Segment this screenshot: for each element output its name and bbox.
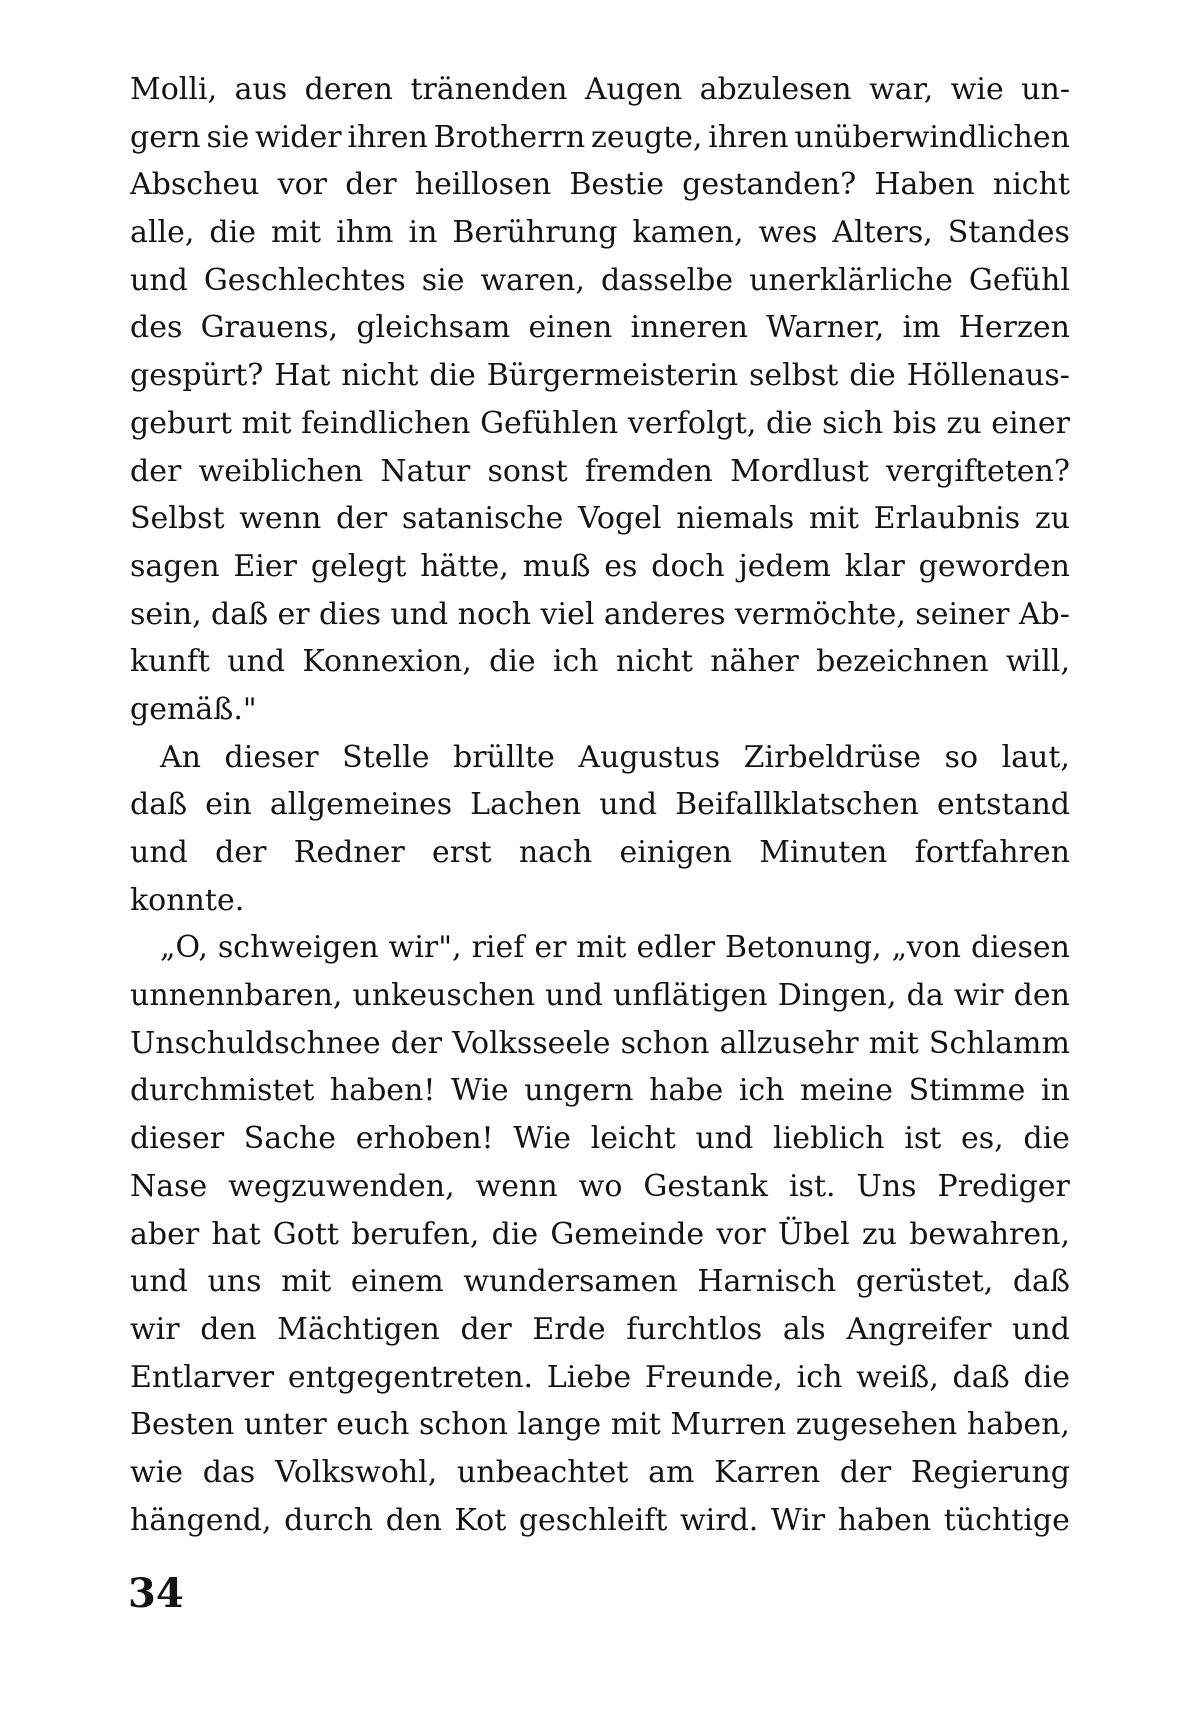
word: hätte, (420, 548, 509, 584)
word: die (765, 405, 813, 441)
word: unbeachtet (456, 1454, 629, 1490)
word: als (782, 1311, 826, 1347)
word: zeugte, (591, 119, 703, 155)
word: ungern (524, 1073, 634, 1109)
word: und (695, 1121, 754, 1157)
word: dieser (224, 739, 319, 775)
word: entgegentreten. (287, 1359, 534, 1395)
word: Freunde, (644, 1359, 783, 1395)
word: „von (891, 930, 961, 966)
word: alle, (130, 215, 195, 251)
word: Wie (451, 1073, 509, 1109)
word: daß (1012, 1264, 1070, 1300)
word: und (545, 978, 604, 1014)
word: im (902, 310, 941, 346)
word: Angreifer (846, 1311, 992, 1347)
word: vor (716, 1216, 766, 1252)
text-line (130, 114, 1070, 162)
word: ihren (708, 119, 789, 155)
word: Sache (243, 1121, 337, 1157)
word: Zirbeldrüse (743, 739, 922, 775)
word: haben (837, 1502, 932, 1538)
text-line (130, 1354, 1070, 1402)
text-line (130, 304, 1070, 352)
word: ihren (347, 119, 428, 155)
word: mit (281, 1264, 332, 1300)
word: diesen (970, 930, 1070, 966)
text-line (130, 734, 1070, 782)
word: weiblichen (198, 453, 364, 489)
word: haben, (966, 1407, 1070, 1443)
word: laut, (1001, 739, 1070, 775)
word: schon (620, 1025, 710, 1061)
word: wir (953, 978, 1004, 1014)
word: wir", (388, 930, 462, 966)
text-line (130, 591, 1070, 639)
word: inneren (630, 310, 748, 346)
word: Unschuldschnee (130, 1025, 381, 1061)
word: Eier (233, 548, 297, 584)
word: rief (471, 930, 525, 966)
word: wenn (475, 1168, 558, 1204)
word: gemäß." (130, 691, 257, 727)
word: Geschlechtes (203, 262, 406, 298)
word: nach (518, 835, 593, 870)
word: Grauens, (200, 310, 339, 346)
word: Brotherrn (433, 119, 586, 155)
word: zu (1034, 501, 1070, 537)
word: wo (578, 1168, 623, 1204)
word: abzulesen (699, 72, 852, 107)
word: furchtlos (626, 1311, 763, 1347)
word: es (604, 548, 638, 584)
word: der (215, 835, 267, 870)
page-number: 34 (128, 1570, 184, 1617)
text-line (130, 781, 1070, 829)
word: die (491, 1216, 539, 1252)
word: Gemeinde (550, 1216, 705, 1252)
word: lange (517, 1407, 602, 1443)
word: näher (710, 644, 799, 680)
word: wie (950, 72, 1004, 107)
word: da (906, 978, 944, 1014)
word: daß (211, 596, 269, 632)
word: einem (350, 1264, 444, 1300)
word: daß (130, 787, 188, 823)
word: vermöchte, (734, 596, 906, 632)
word: Mordlust (730, 453, 869, 489)
word: des (130, 310, 183, 346)
word: kamen, (632, 215, 744, 251)
word: nicht (992, 167, 1070, 203)
text-line (130, 209, 1070, 257)
word: Beifallklatschen (675, 787, 919, 823)
word: Mächtigen (277, 1311, 440, 1347)
word: sie (206, 119, 250, 155)
word: der (460, 1311, 512, 1347)
word: aus (234, 72, 288, 107)
text-line (130, 352, 1070, 400)
word: Ab- (1018, 596, 1070, 632)
word: wie (130, 1454, 184, 1490)
word: weiß, (856, 1359, 939, 1395)
word: Gestank (643, 1168, 768, 1204)
word: Hat (274, 358, 331, 394)
word: allgemeines (269, 787, 453, 823)
word: hängend, (130, 1502, 272, 1538)
word: lieblich (773, 1121, 885, 1157)
word: der (839, 1454, 892, 1490)
word: die (1023, 1359, 1070, 1395)
text-line (130, 66, 1070, 114)
word: unerklärliche (749, 262, 953, 298)
word: feindlichen (301, 405, 471, 441)
word: dasselbe (600, 262, 734, 298)
word: Erlaubnis (873, 501, 1021, 537)
word: war, (869, 72, 934, 107)
word: wird. (679, 1502, 759, 1538)
word: sonst (487, 453, 568, 489)
text-line (130, 638, 1070, 686)
word: brüllte (453, 739, 555, 775)
word: einen (528, 310, 613, 346)
word: Lachen (470, 787, 582, 823)
word: einer (991, 405, 1070, 441)
word: deren (304, 72, 393, 107)
word: erst (431, 835, 492, 870)
word: Nase (130, 1168, 208, 1204)
word: dies (319, 596, 381, 632)
word: in (408, 215, 438, 251)
word: Konnexion, (302, 644, 472, 680)
word: satanische (401, 501, 564, 537)
word: die (849, 358, 896, 394)
text-line (130, 972, 1070, 1020)
word: zugesehen (795, 1407, 958, 1443)
word: Abscheu (130, 167, 260, 203)
word: den (200, 1311, 257, 1347)
word: durch (284, 1502, 374, 1538)
word: dieser (130, 1121, 225, 1157)
word: doch (651, 548, 725, 584)
word: unter (243, 1407, 327, 1443)
word: den (385, 1502, 442, 1538)
word: unnennbaren, (130, 978, 343, 1014)
word: Haben (874, 167, 975, 203)
word: „O, (160, 930, 208, 966)
word: heillosen (414, 167, 552, 203)
word: will, (1006, 644, 1070, 680)
word: bewahren, (909, 1216, 1070, 1252)
text-line (130, 1163, 1070, 1211)
word: vor (277, 167, 328, 203)
word: Besten (130, 1407, 235, 1443)
word: wundersamen (463, 1264, 678, 1300)
word: Volksseele (452, 1025, 611, 1061)
word: klar (844, 548, 905, 584)
word: gleichsam (356, 310, 511, 346)
word: Bürgermeisterin (486, 358, 739, 394)
word: der (130, 453, 182, 489)
word: einigen (619, 835, 732, 870)
text-line (130, 1020, 1070, 1068)
word: mit (868, 1025, 919, 1061)
word: vergifteten? (885, 453, 1070, 489)
word: ich (552, 644, 599, 680)
word: geschleift (518, 1502, 668, 1538)
word: noch (457, 596, 532, 632)
word: Volkswohl, (274, 1454, 438, 1490)
word: Kot (454, 1502, 507, 1538)
word: Berührung (452, 215, 618, 251)
word: sie (421, 262, 465, 298)
word: der (390, 1025, 442, 1061)
word: schweigen (217, 930, 379, 966)
text-line (130, 686, 1070, 734)
word: das (202, 1454, 256, 1490)
word: uns (207, 1264, 262, 1300)
text-line (130, 1306, 1070, 1354)
word: Uns (856, 1168, 917, 1204)
word: und (227, 644, 286, 680)
word: Liebe (546, 1359, 632, 1395)
word: Minuten (759, 835, 888, 870)
word: Wie (513, 1121, 571, 1157)
word: sein, (130, 596, 202, 632)
word: euch (336, 1407, 410, 1443)
word: seiner (915, 596, 1010, 632)
word: ist. (788, 1168, 836, 1204)
word: er (534, 930, 567, 966)
word: unflätigen (613, 978, 768, 1014)
word: Entlarver (130, 1359, 275, 1395)
word: und (1012, 1311, 1070, 1347)
word: An (160, 739, 201, 775)
word: den (1013, 978, 1070, 1014)
word: Betonung, (725, 930, 882, 966)
word: er (277, 596, 310, 632)
word: Natur (380, 453, 471, 489)
text-line (130, 257, 1070, 305)
word: jedem (738, 548, 831, 584)
word: gelegt (310, 548, 407, 584)
word: nicht (341, 358, 419, 394)
word: geburt (130, 405, 232, 441)
word: die (489, 644, 536, 680)
word: und (130, 835, 188, 870)
word: schon (418, 1407, 508, 1443)
word: meine (800, 1073, 893, 1109)
text-line (130, 161, 1070, 209)
word: mit (241, 405, 292, 441)
word: hat (211, 1216, 261, 1252)
word: der (345, 167, 397, 203)
word: Prediger (937, 1168, 1070, 1204)
word: niemals (676, 501, 795, 537)
word: berufen, (351, 1216, 480, 1252)
text-line (130, 495, 1070, 543)
word: kunft (130, 644, 210, 680)
body-text (130, 66, 1070, 1544)
word: Augustus (578, 739, 721, 775)
word: entstand (936, 787, 1070, 823)
text-line (130, 1211, 1070, 1259)
text-line (130, 877, 1070, 925)
word: unüberwindlichen (794, 119, 1070, 155)
word: Stimme (908, 1073, 1026, 1109)
word: es, (960, 1121, 1004, 1157)
word: mit (270, 215, 322, 251)
word: Molli, (130, 72, 218, 107)
word: Dingen, (777, 978, 897, 1014)
word: mit (808, 501, 859, 537)
word: gerüstet, (855, 1264, 994, 1300)
word: erhoben! (355, 1121, 494, 1157)
word: ist (904, 1121, 942, 1157)
word: Augen (584, 72, 683, 107)
word: mit (576, 930, 627, 966)
word: wider (255, 119, 342, 155)
word: Wir (770, 1502, 826, 1538)
word: zu (861, 1216, 898, 1252)
word: und (130, 1264, 188, 1300)
word: allzusehr (719, 1025, 859, 1061)
word: die (1023, 1121, 1070, 1157)
text-line (130, 1258, 1070, 1306)
word: die (209, 215, 256, 251)
word: daß (952, 1359, 1010, 1395)
word: so (944, 739, 979, 775)
word: wegzuwenden, (228, 1168, 455, 1204)
word: habe (649, 1073, 724, 1109)
word: Harnisch (697, 1264, 837, 1300)
word: sagen (130, 548, 220, 584)
word: und (390, 596, 449, 632)
word: mit (610, 1407, 661, 1443)
word: Regierung (910, 1454, 1070, 1490)
word: Herzen (958, 310, 1070, 346)
text-line (130, 829, 1070, 877)
word: Selbst (130, 501, 225, 537)
word: wes (758, 215, 818, 251)
word: selbst (748, 358, 839, 394)
word: Standes (947, 215, 1070, 251)
word: gespürt? (130, 358, 264, 394)
word: ein (205, 787, 252, 823)
word: geworden (918, 548, 1070, 584)
word: viel (540, 596, 595, 632)
word: am (648, 1454, 695, 1490)
text-line (130, 1401, 1070, 1449)
word: Gefühl (968, 262, 1070, 298)
word: Gefühlen (480, 405, 619, 441)
word: haben! (329, 1073, 436, 1109)
text-line (130, 448, 1070, 496)
word: muß (522, 548, 591, 584)
word: Bestie (569, 167, 664, 203)
word: ihm (336, 215, 394, 251)
word: bezeichnen (816, 644, 989, 680)
word: Alters, (832, 215, 933, 251)
word: leicht (590, 1121, 676, 1157)
word: unkeuschen (352, 978, 536, 1014)
word: Gott (272, 1216, 339, 1252)
word: Vogel (578, 501, 662, 537)
word: Übel (777, 1216, 850, 1252)
word: sich (822, 405, 884, 441)
text-line (130, 1115, 1070, 1163)
word: Warner, (766, 310, 885, 346)
word: ich (796, 1359, 843, 1395)
word: tränenden (410, 72, 568, 107)
word: in (1041, 1073, 1070, 1109)
text-line (130, 543, 1070, 591)
word: wenn (239, 501, 322, 537)
word: zu (946, 405, 982, 441)
text-line (130, 924, 1070, 972)
text-line (130, 1497, 1070, 1545)
word: die (429, 358, 476, 394)
word: waren, (480, 262, 585, 298)
word: gestanden? (682, 167, 857, 203)
text-line (130, 1067, 1070, 1115)
word: Stelle (342, 739, 430, 775)
word: durchmistet (130, 1073, 315, 1109)
word: fremden (584, 453, 713, 489)
word: Karren (714, 1454, 821, 1490)
word: fortfahren (914, 835, 1070, 870)
word: edler (636, 930, 716, 966)
word: anderes (603, 596, 726, 632)
text-line (130, 400, 1070, 448)
word: und (599, 787, 658, 823)
word: gern (130, 119, 201, 155)
text-line (130, 1449, 1070, 1497)
word: aber (130, 1216, 200, 1252)
word: und (130, 262, 188, 298)
word: verfolgt, (627, 405, 757, 441)
word: Erde (532, 1311, 606, 1347)
word: ich (738, 1073, 785, 1109)
word: konnte. (130, 882, 245, 918)
word: tüchtige (943, 1502, 1070, 1538)
word: Schlamm (928, 1025, 1070, 1061)
word: der (335, 501, 388, 537)
word: un- (1021, 72, 1070, 107)
word: wir (130, 1311, 180, 1347)
word: nicht (615, 644, 693, 680)
word: bis (892, 405, 937, 441)
word: Höllenaus- (906, 358, 1070, 394)
word: Redner (293, 835, 405, 870)
word: Murren (670, 1407, 787, 1443)
